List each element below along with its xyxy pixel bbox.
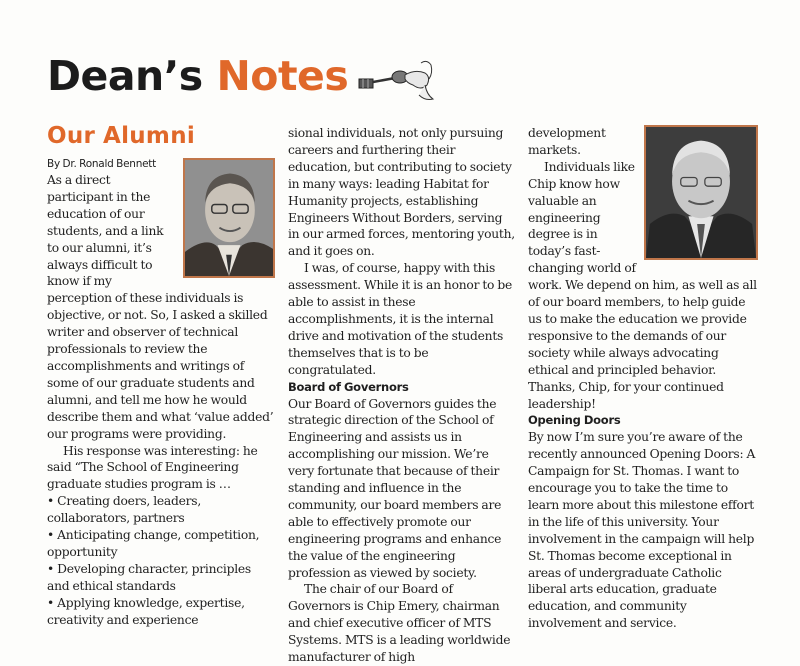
article-column-2	[288, 125, 516, 666]
bullet-list	[47, 493, 275, 628]
key-illustration-icon	[355, 55, 445, 105]
masthead-title	[47, 52, 348, 100]
paragraph: Individuals like Chip know how valuable an engineering degree is in today’s fast-changing world of work. We depend on him, as well as all of our board members, to help guide us to make the education we provide responsive to the demands of our society while always advocating ethical and principled behavior. Thanks, Chip, for your continued leadership!	[528, 159, 757, 411]
paragraph: I was, of course, happy with this assessment. While it is an honor to be able to assist in these accomplishments, it is the internal drive and motivation of the students themselves that is to be congratulated.	[288, 261, 513, 377]
portrait-icon	[646, 127, 756, 258]
subhead-board-of-governors: Board of Governors	[288, 379, 409, 394]
paragraph: By now I’m sure you’re aware of the recently announced Opening Doors: A Campaign for St. Thomas. I want to encourage you to take the time to learn more about this milestone effort in the life of this university. Your involvement in the campaign will help St. Thomas become exceptional in areas of undergraduate Catholic liberal arts education, graduate education, and community involvement and service.	[528, 430, 756, 631]
paragraph: sional individuals, not only pursuing careers and furthering their education, but contributing to society in many ways: leading Habitat for Humanity projects, establishing Engineers Without Borders, serving in our armed forces, mentoring youth, and it goes on.	[288, 126, 515, 259]
photo-dean	[183, 158, 275, 278]
bullet-item: • Applying knowledge, expertise, creativity and experience	[47, 595, 275, 629]
bullet-item: • Developing character, principles and ethical standards	[47, 561, 275, 595]
section-title: Our Alumni	[47, 123, 196, 149]
byline: By Dr. Ronald Bennett	[47, 158, 157, 170]
paragraph: Our Board of Governors guides the strategic direction of the School of Engineering and assists us in accomplishing our mission. We’re very fortunate that because of their standing and influence in the community, our board members are able to effectively promote our engineering programs and enhance the value of the engineering profession as viewed by society.	[288, 396, 502, 580]
article-column-1	[47, 122, 275, 628]
article-column-3	[528, 125, 758, 632]
photo-chip	[644, 125, 758, 260]
paragraph: His response was interesting: he said “The School of Engineering graduate studies program is …	[47, 443, 258, 492]
paragraph: As a direct participant in the education of our students, and a link to our alumni, it’s always difficult to know if my perception of these individuals is objective, or not. So, I asked a skilled writer and observer of technical professionals to review the accomplishments and writings of some of our graduate students and alumni, and tell me how he would describe them and what ‘value added’ our programs were providing.	[47, 173, 274, 441]
subhead-opening-doors: Opening Doors	[528, 413, 621, 428]
bullet-item: • Anticipating change, competition, opportunity	[47, 527, 275, 561]
paragraph: development markets.	[528, 126, 606, 157]
masthead-title-part1: Dean’s	[47, 52, 203, 100]
bullet-item: • Creating doers, leaders, collaborators, partners	[47, 493, 275, 527]
masthead-title-part2: Notes	[216, 52, 349, 100]
paragraph: The chair of our Board of Governors is Chip Emery, chairman and chief executive officer of MTS Systems. MTS is a leading worldwide manufacturer of high	[288, 582, 511, 665]
portrait-icon	[185, 160, 273, 276]
